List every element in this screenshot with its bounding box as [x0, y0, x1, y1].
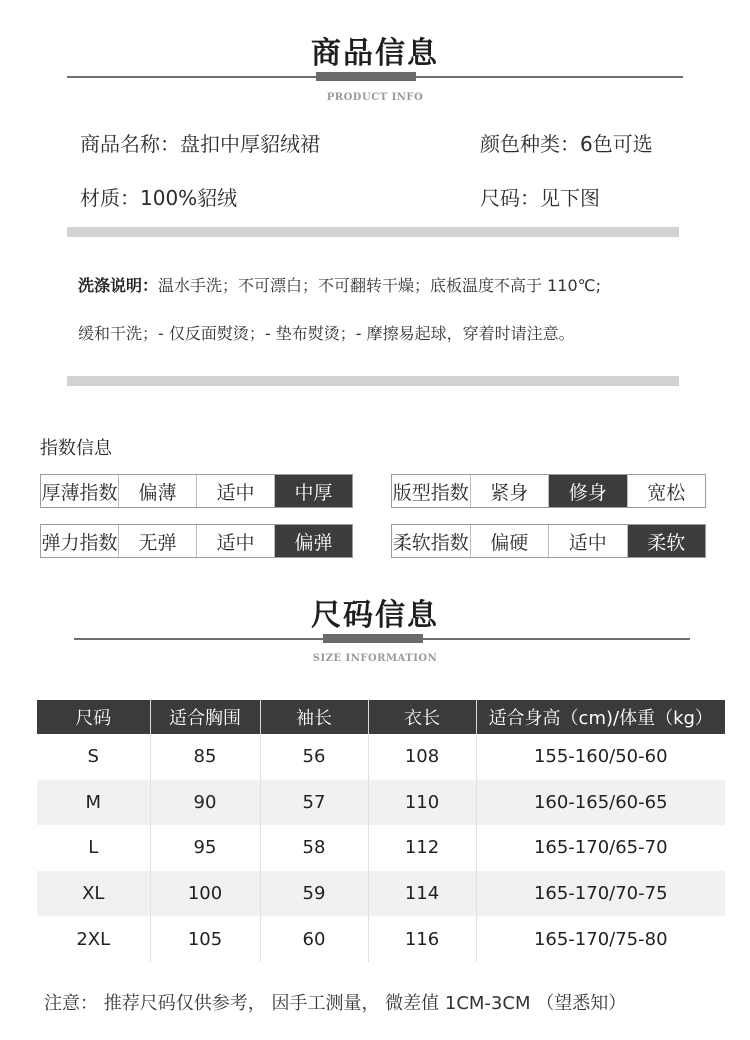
wash-label: 洗涤说明：	[78, 276, 159, 295]
table-cell: L	[37, 825, 150, 871]
index-option-selected: 修身	[549, 475, 628, 507]
table-cell: 114	[368, 871, 476, 917]
table-cell: 165-170/75-80	[533, 928, 668, 950]
table-cell: 57	[260, 780, 368, 826]
index-row-thickness	[40, 474, 353, 508]
index-option: 偏硬	[471, 525, 550, 557]
index-option-selected: 中厚	[275, 475, 352, 507]
table-cell: 100	[150, 871, 260, 917]
size-info-title: 尺码信息	[311, 598, 439, 633]
table-row	[37, 780, 725, 826]
table-cell: 58	[260, 825, 368, 871]
section-separator	[67, 376, 679, 386]
wash-instructions-line1	[78, 273, 601, 296]
table-cell: 165-170/70-75	[476, 871, 725, 917]
table-header-row	[37, 700, 725, 734]
table-cell: 95	[150, 825, 260, 871]
divider-accent	[316, 72, 416, 81]
table-row	[37, 916, 725, 962]
table-cell: 165-170/65-70	[533, 837, 668, 859]
table-row	[37, 871, 725, 917]
table-cell: 108	[368, 734, 476, 780]
index-option: 宽松	[647, 481, 686, 504]
index-row-fit	[391, 474, 706, 508]
index-option-selected: 柔软	[628, 525, 706, 557]
table-cell: S	[37, 734, 150, 780]
index-row-softness	[391, 524, 706, 558]
table-cell: 105	[150, 916, 260, 962]
column-header: 尺码	[37, 700, 150, 734]
table-cell: 110	[368, 780, 476, 826]
index-row-elasticity	[40, 524, 353, 558]
wash-instructions-line2: 缓和干洗；- 仅反面熨烫；- 垫布熨烫；- 摩擦易起球，穿着时请注意。	[78, 324, 575, 343]
table-cell: 155-160/50-60	[533, 746, 668, 768]
index-option: 适中	[549, 525, 628, 557]
size-info-subtitle: SIZE INFORMATION	[312, 653, 438, 664]
product-size: 尺码：见下图	[480, 186, 600, 210]
section-separator	[67, 227, 679, 237]
product-info-subtitle: PRODUCT INFO	[326, 92, 424, 103]
wash-text-1: 温水手洗；不可漂白；不可翻转干燥；底板温度不高于 110℃;	[158, 276, 602, 295]
table-cell: 2XL	[37, 916, 150, 962]
column-header: 适合身高（cm)/体重（kg）	[476, 700, 725, 734]
table-cell: 60	[260, 916, 368, 962]
index-label-elasticity: 弹力指数	[41, 525, 119, 557]
product-colors: 颜色种类：6色可选	[480, 132, 653, 156]
product-name: 商品名称：盘扣中厚貂绒裙	[80, 132, 320, 156]
index-option: 适中	[197, 475, 275, 507]
size-note: 注意： 推荐尺码仅供参考， 因手工测量， 微差值 1CM-3CM （望悉知）	[44, 993, 627, 1014]
table-cell: 85	[150, 734, 260, 780]
product-material: 材质：100%貂绒	[80, 186, 238, 210]
table-cell: M	[37, 780, 150, 826]
index-label-thickness: 厚薄指数	[41, 475, 119, 507]
table-cell: 160-165/60-65	[476, 780, 725, 826]
index-label-softness: 柔软指数	[392, 525, 471, 557]
table-cell: XL	[37, 871, 150, 917]
column-header: 袖长	[260, 700, 368, 734]
index-option: 紧身	[471, 475, 550, 507]
table-cell: 56	[260, 734, 368, 780]
column-header: 适合胸围	[150, 700, 260, 734]
column-header: 衣长	[368, 700, 476, 734]
product-info-title: 商品信息	[311, 36, 439, 71]
table-cell: 59	[260, 871, 368, 917]
table-row	[37, 734, 725, 780]
index-option: 偏薄	[119, 475, 197, 507]
size-table	[37, 700, 725, 962]
table-cell: 116	[368, 916, 476, 962]
divider-accent	[323, 634, 423, 643]
table-row	[37, 825, 725, 871]
index-option: 适中	[197, 525, 275, 557]
index-option-selected: 偏弹	[275, 525, 352, 557]
index-option: 无弹	[119, 525, 197, 557]
index-title: 指数信息	[40, 438, 112, 459]
table-cell: 90	[150, 780, 260, 826]
table-cell: 112	[368, 825, 476, 871]
index-label-fit: 版型指数	[392, 475, 471, 507]
